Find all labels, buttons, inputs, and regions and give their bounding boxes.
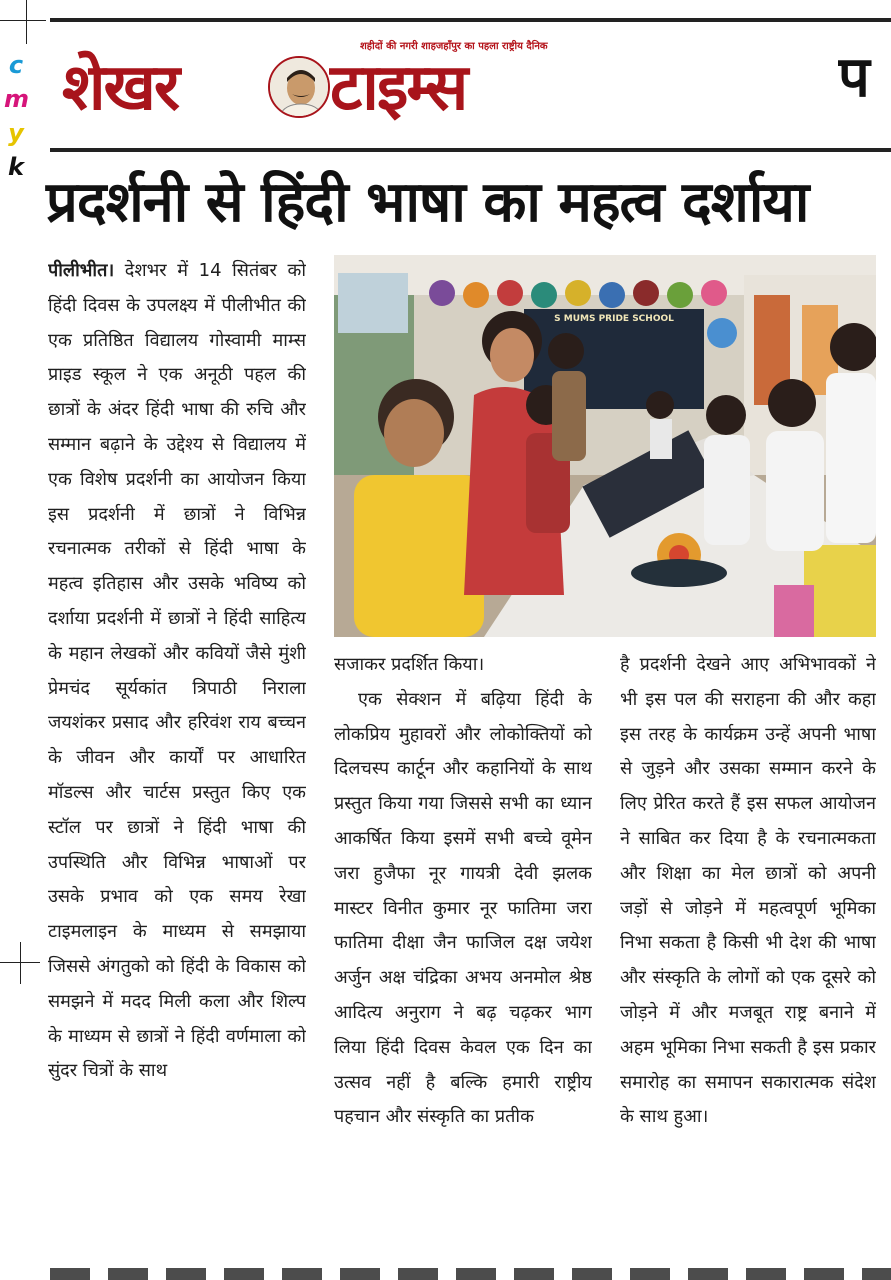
cmyk-k: k — [8, 153, 24, 181]
cmyk-m: m — [4, 85, 30, 113]
top-rule — [50, 18, 891, 22]
registration-mark-mid-v — [20, 942, 21, 984]
cmyk-y: y — [8, 119, 24, 147]
masthead-name-right: टाइम्स — [330, 51, 467, 125]
article-column-2 — [334, 648, 592, 1264]
next-article-fragment — [50, 1268, 891, 1280]
registration-mark-top-h — [0, 20, 46, 21]
masthead-rule — [50, 148, 891, 152]
column-3-text: है प्रदर्शनी देखने आए अभिभावकों ने भी इस पल की सराहना की और कहा इस तरह के कार्यक्रम उन्हें अपनी भाषा से जुड़ने और उसका सम्मान करने के लिए प्रेरित करते हैं इस सफल आयोजन ने साबित कर दिया है के रचनात्मकता और शिक्षा का मेल छात्रों को अपनी जड़ों से जोड़ने में महत्वपूर्ण भूमिका निभा सकता है किसी भी देश की भाषा और संस्कृति के लोगों को एक दूसरे को जोड़ने में और मजबूत राष्ट्र बनाने में अहम भूमिका निभा सकती है इस प्रकार समारोह का समापन सकारात्मक संदेश के साथ हुआ। — [620, 654, 876, 1128]
column-2-body — [334, 683, 592, 1135]
article-headline: प्रदर्शनी से हिंदी भाषा का महत्व दर्शाया — [46, 170, 809, 235]
column-1-body: देशभर में 14 सितंबर को हिंदी दिवस के उपलक्ष्य में पीलीभीत की एक प्रतिष्ठित विद्यालय गोस्वामी माम्स प्राइड स्कूल ने एक अनूठी पहल की छात्रों के अंदर हिंदी भाषा की रुचि और सम्मान बढ़ाने के उद्देश्य से विद्यालय में एक विशेष प्रदर्शनी का आयोजन किया इस प्रदर्शनी में छात्रों ने विभिन्न रचनात्मक तरीकों से हिंदी भाषा के महत्व इतिहास और उसके भविष्य को दर्शाया प्रदर्शनी में छात्रों ने हिंदी साहित्य के महान लेखकों और कवियों जैसे मुंशी प्रेमचंद सूर्यकांत त्रिपाठी निराला जयशंकर प्रसाद और हरिवंश राय बच्चन के जीवन और कार्यों पर आधारित मॉडल्स और चार्टस प्रस्तुत किए एक स्टॉल पर छात्रों ने हिंदी भाषा की उपस्थिति और विभिन्न भाषाओं पर उसके प्रभाव को एक समय रेखा टाइमलाइन के माध्यम से समझाया जिससे अंगतुको को हिंदी के विकास को समझने में मदद मिली कला और शिल्प के माध्यम से छात्रों ने हिंदी वर्णमाला को सुंदर चित्रों के साथ — [48, 260, 306, 1082]
portrait-emblem-icon — [268, 56, 330, 118]
column-2-lead: सजाकर प्रदर्शित किया। — [334, 654, 485, 675]
event-photo — [334, 255, 876, 637]
cmyk-color-bar — [4, 48, 28, 184]
column-2-text: एक सेक्शन में बढ़िया हिंदी के लोकप्रिय मुहावरों और लोकोक्तियों को दिलचस्प कार्टून और कहानियों के साथ प्रस्तुत किया गया जिससे सभी का ध्यान आकर्षित किया इसमें सभी बच्चे वूमेन जरा हुजैफा नूर गायत्री देवी झलक मास्टर विनीत कुमार नूर फातिमा जरा फातिमा दीक्षा जैन फाजिल दक्ष जयेश अर्जुन अक्ष चंद्रिका अभय अनमोल श्रेष्ठ आदित्य अनुराग ने बढ़ चढ़कर भाग लिया हिंदी दिवस केवल एक दिन का उत्सव नहीं है बल्कि हमारी राष्ट्रीय पहचान और संस्कृति का प्रतीक — [334, 688, 592, 1128]
adjacent-masthead-fragment: प — [838, 48, 870, 108]
article-column-1 — [48, 254, 306, 1264]
masthead-name-left: शेखर — [62, 51, 179, 125]
cmyk-c: c — [8, 51, 24, 79]
masthead-tagline: शहीदों की नगरी शाहजहाँपुर का पहला राष्ट्रीय दैनिक — [360, 41, 548, 52]
registration-mark-top-v — [26, 0, 27, 44]
photo-banner-text: S MUMS PRIDE SCHOOL — [554, 314, 674, 324]
article-column-3 — [620, 648, 876, 1264]
masthead-logo — [62, 44, 582, 136]
article-dateline: पीलीभीत। — [48, 260, 115, 281]
